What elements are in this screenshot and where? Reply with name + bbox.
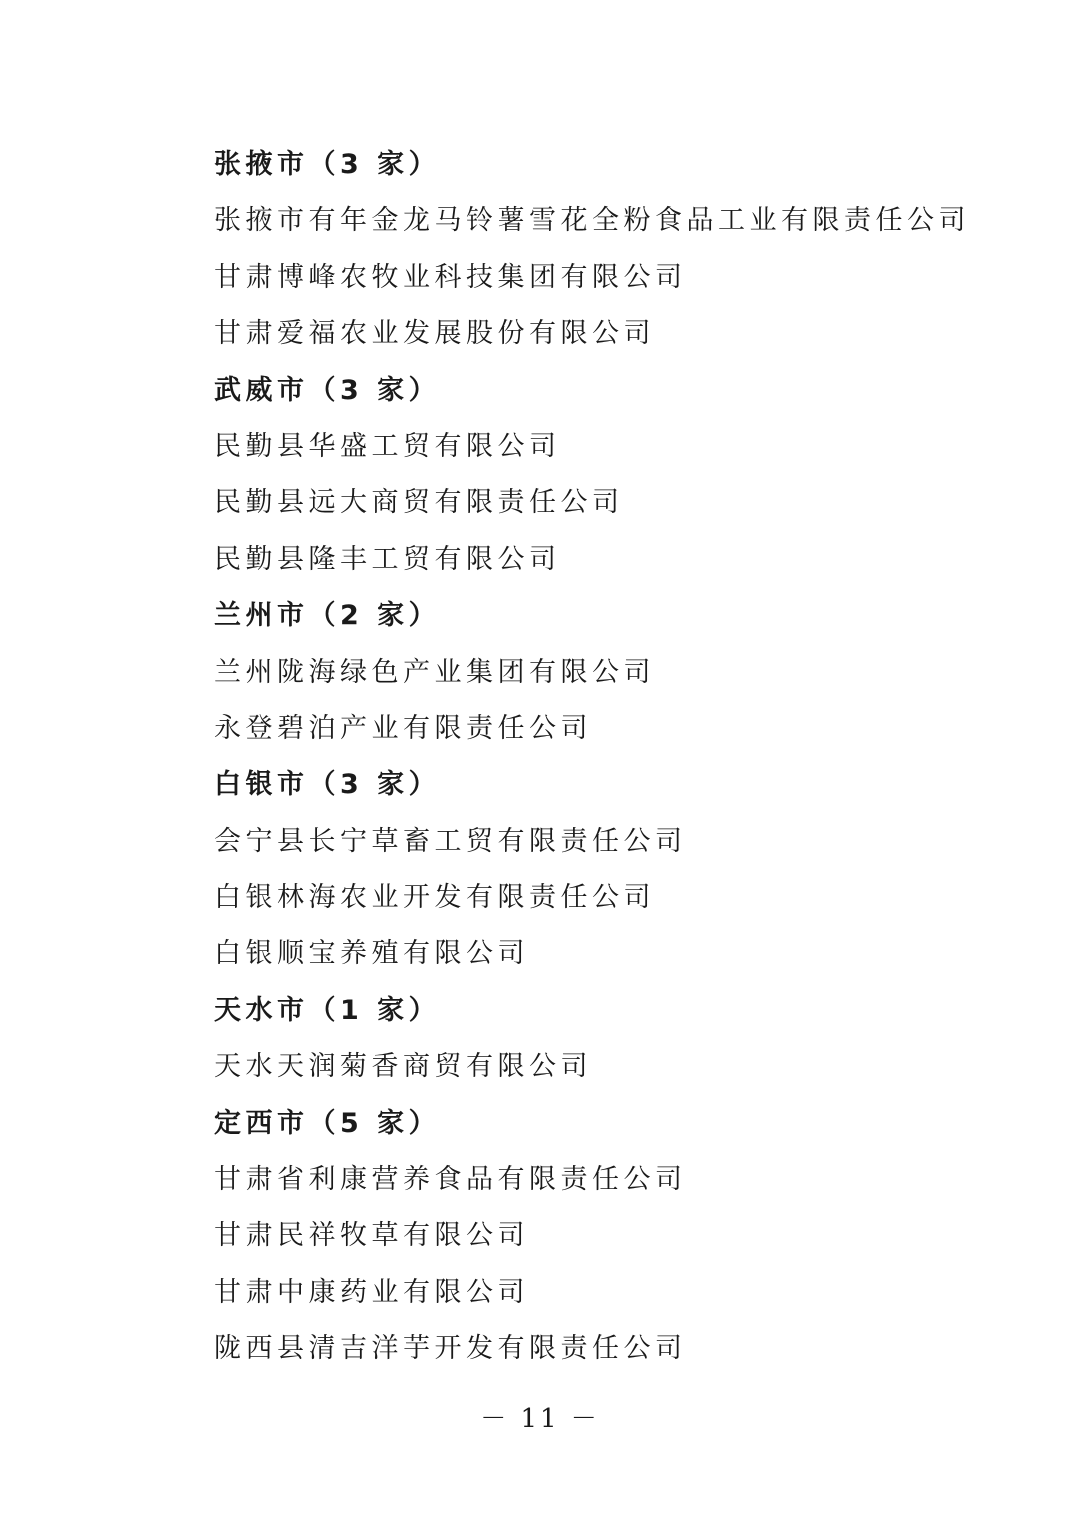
company-item: 甘肃民祥牧草有限公司 [214,1220,529,1252]
company-item: 天水天润菊香商贸有限公司 [214,1051,592,1083]
company-item: 甘肃爱福农业发展股份有限公司 [214,318,655,350]
company-list [214,137,1014,1378]
page-number: － 11 － [480,1404,600,1434]
company-item: 张掖市有年金龙马铃薯雪花全粉食品工业有限责任公司 [214,205,970,237]
section-heading-lanzhou: 兰州市（2 家） [214,600,441,632]
company-item: 甘肃省利康营养食品有限责任公司 [214,1164,687,1196]
company-item: 甘肃中康药业有限公司 [214,1276,529,1308]
company-item: 陇西县清吉洋芋开发有限责任公司 [214,1333,687,1365]
company-item: 民勤县华盛工贸有限公司 [214,430,561,462]
company-item: 白银顺宝养殖有限公司 [214,938,529,970]
section-heading-baiyin: 白银市（3 家） [214,769,441,801]
company-item: 民勤县隆丰工贸有限公司 [214,543,561,575]
section-heading-dingxi: 定西市（5 家） [214,1107,441,1139]
company-item: 白银林海农业开发有限责任公司 [214,882,655,914]
company-item: 兰州陇海绿色产业集团有限公司 [214,656,655,688]
section-heading-tianshui: 天水市（1 家） [214,994,441,1026]
company-item: 会宁县长宁草畜工贸有限责任公司 [214,825,687,857]
section-heading-wuwei: 武威市（3 家） [214,374,441,406]
company-item: 永登碧泊产业有限责任公司 [214,712,592,744]
company-item: 甘肃博峰农牧业科技集团有限公司 [214,261,687,293]
company-item: 民勤县远大商贸有限责任公司 [214,487,624,519]
section-heading-zhangye: 张掖市（3 家） [214,149,441,180]
